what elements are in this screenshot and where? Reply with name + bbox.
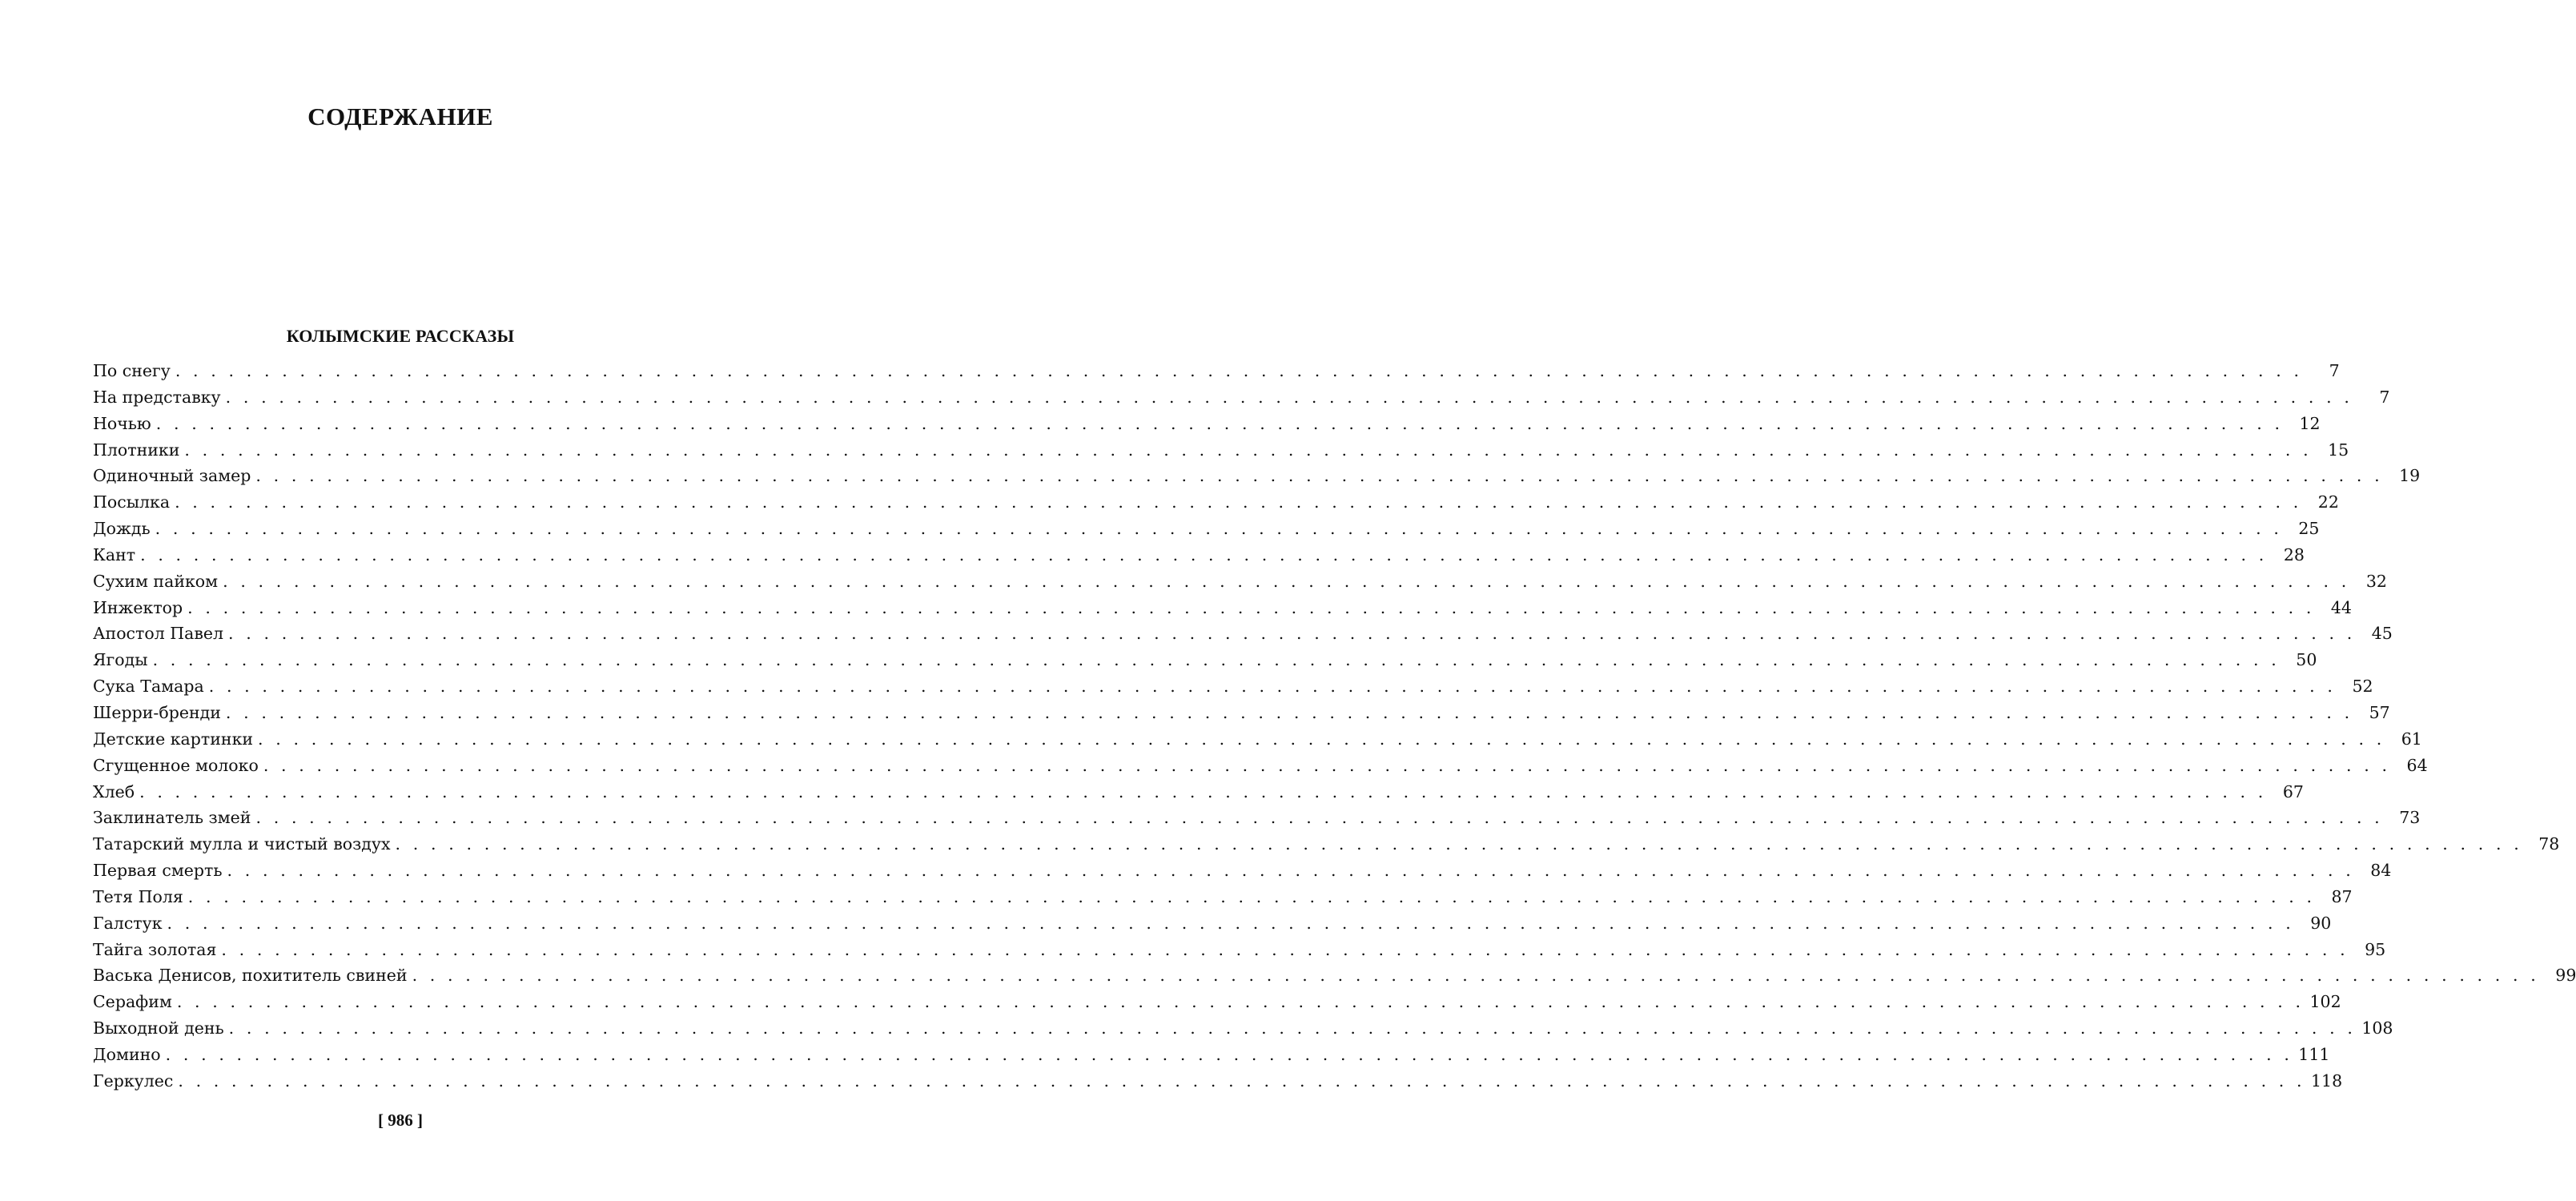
- toc-dot-leader: . . . . . . . . . . . . . . . . . . . . . . . . . . . . . . . . . . . . . . . . . . . . . . . . . . . . . . . . . . . . . . . . . . . . . . . . . . . . . . . . . . . . . . . . . . . . . . . . . . . . . . . . . . . . . . . . . . . . . . . .: [165, 1044, 2293, 1064]
- toc-dot-leader: . . . . . . . . . . . . . . . . . . . . . . . . . . . . . . . . . . . . . . . . . . . . . . . . . . . . . . . . . . . . . . . . . . . . . . . . . . . . . . . . . . . . . . . . . . . . . . . . . . . . . . . . . . . . . . . . . . . . . . . .: [227, 861, 2355, 881]
- toc-dot-leader: . . . . . . . . . . . . . . . . . . . . . . . . . . . . . . . . . . . . . . . . . . . . . . . . . . . . . . . . . . . . . . . . . . . . . . . . . . . . . . . . . . . . . . . . . . . . . . . . . . . . . . . . . . . . . . . . . . . . . . . .: [184, 440, 2313, 460]
- toc-entry-title: Инжектор: [93, 595, 187, 621]
- toc-entry-page: 19: [2399, 466, 2421, 486]
- toc-entry-page: 50: [2296, 650, 2317, 670]
- toc-entry: [93, 411, 2321, 437]
- toc-dot-leader: . . . . . . . . . . . . . . . . . . . . . . . . . . . . . . . . . . . . . . . . . . . . . . . . . . . . . . . . . . . . . . . . . . . . . . . . . . . . . . . . . . . . . . . . . . . . . . . . . . . . . . . . . . . . . . . . . . . . . . . .: [139, 781, 2267, 801]
- toc-entry: [93, 595, 2352, 621]
- toc-entry-title: Сгущенное молоко: [93, 753, 263, 779]
- toc-entry-page: 99: [2555, 966, 2576, 986]
- toc-entry-title: Плотники: [93, 437, 184, 464]
- toc-entry-title: Дождь: [93, 516, 155, 542]
- toc-entry: [93, 753, 2428, 779]
- toc-dot-leader: . . . . . . . . . . . . . . . . . . . . . . . . . . . . . . . . . . . . . . . . . . . . . . . . . . . . . . . . . . . . . . . . . . . . . . . . . . . . . . . . . . . . . . . . . . . . . . . . . . . . . . . . . . . . . . . . . . . . . . . .: [412, 966, 2540, 986]
- toc-entry-title: Посылка: [93, 489, 175, 516]
- section-title: КОЛЫМСКИЕ РАССКАЗЫ: [286, 326, 515, 346]
- toc-entry-title: Хлеб: [93, 779, 139, 805]
- toc-dot-leader: . . . . . . . . . . . . . . . . . . . . . . . . . . . . . . . . . . . . . . . . . . . . . . . . . . . . . . . . . . . . . . . . . . . . . . . . . . . . . . . . . . . . . . . . . . . . . . . . . . . . . . . . . . . . . . . . . . . . . . . .: [255, 808, 2384, 828]
- toc-entry: [93, 358, 2340, 384]
- toc-entry: [93, 516, 2320, 542]
- toc-entry: [93, 489, 2339, 516]
- toc-entry-title: Серафим: [93, 989, 177, 1015]
- toc-dot-leader: . . . . . . . . . . . . . . . . . . . . . . . . . . . . . . . . . . . . . . . . . . . . . . . . . . . . . . . . . . . . . . . . . . . . . . . . . . . . . . . . . . . . . . . . . . . . . . . . . . . . . . . . . . . . . . . . . . . . . . . .: [140, 544, 2268, 564]
- toc-entry: [93, 962, 2576, 989]
- toc-entry-page: 95: [2365, 939, 2386, 959]
- toc-entry-page: 111: [2298, 1044, 2330, 1064]
- toc-dot-leader: . . . . . . . . . . . . . . . . . . . . . . . . . . . . . . . . . . . . . . . . . . . . . . . . . . . . . . . . . . . . . . . . . . . . . . . . . . . . . . . . . . . . . . . . . . . . . . . . . . . . . . . . . . . . . . . . . . . . . . . .: [176, 992, 2305, 1012]
- toc-entry: [93, 437, 2349, 464]
- toc-entry-page: 67: [2282, 781, 2304, 801]
- toc-entry-title: Первая смерть: [93, 858, 227, 884]
- toc-entry-title: Ягоды: [93, 647, 153, 673]
- toc-entry: [93, 621, 2393, 647]
- toc-entry-title: Апостол Павел: [93, 621, 228, 647]
- toc-entry: [93, 884, 2353, 910]
- toc-dot-leader: . . . . . . . . . . . . . . . . . . . . . . . . . . . . . . . . . . . . . . . . . . . . . . . . . . . . . . . . . . . . . . . . . . . . . . . . . . . . . . . . . . . . . . . . . . . . . . . . . . . . . . . . . . . . . . . . . . . . . . . .: [225, 387, 2353, 407]
- toc-dot-leader: . . . . . . . . . . . . . . . . . . . . . . . . . . . . . . . . . . . . . . . . . . . . . . . . . . . . . . . . . . . . . . . . . . . . . . . . . . . . . . . . . . . . . . . . . . . . . . . . . . . . . . . . . . . . . . . . . . . . . . . .: [178, 1070, 2306, 1091]
- toc-entry-title: Татарский мулла и чистый воздух: [93, 831, 396, 858]
- toc-entry-page: 15: [2328, 440, 2349, 460]
- toc-dot-leader: . . . . . . . . . . . . . . . . . . . . . . . . . . . . . . . . . . . . . . . . . . . . . . . . . . . . . . . . . . . . . . . . . . . . . . . . . . . . . . . . . . . . . . . . . . . . . . . . . . . . . . . . . . . . . . . . . . . . . . . .: [228, 624, 2356, 644]
- toc-entry: [93, 647, 2317, 673]
- toc-entry: [93, 700, 2390, 726]
- toc-dot-leader: . . . . . . . . . . . . . . . . . . . . . . . . . . . . . . . . . . . . . . . . . . . . . . . . . . . . . . . . . . . . . . . . . . . . . . . . . . . . . . . . . . . . . . . . . . . . . . . . . . . . . . . . . . . . . . . . . . . . . . . .: [175, 492, 2302, 512]
- toc-entry-page: 61: [2401, 729, 2422, 749]
- toc-dot-leader: . . . . . . . . . . . . . . . . . . . . . . . . . . . . . . . . . . . . . . . . . . . . . . . . . . . . . . . . . . . . . . . . . . . . . . . . . . . . . . . . . . . . . . . . . . . . . . . . . . . . . . . . . . . . . . . . . . . . . . . .: [187, 597, 2315, 617]
- toc-entry: [93, 542, 2305, 568]
- toc-entry-page: 7: [2379, 387, 2390, 407]
- toc-dot-leader: . . . . . . . . . . . . . . . . . . . . . . . . . . . . . . . . . . . . . . . . . . . . . . . . . . . . . . . . . . . . . . . . . . . . . . . . . . . . . . . . . . . . . . . . . . . . . . . . . . . . . . . . . . . . . . . . . . . . . . . .: [155, 519, 2283, 539]
- toc-dot-leader: . . . . . . . . . . . . . . . . . . . . . . . . . . . . . . . . . . . . . . . . . . . . . . . . . . . . . . . . . . . . . . . . . . . . . . . . . . . . . . . . . . . . . . . . . . . . . . . . . . . . . . . . . . . . . . . . . . . . . . . .: [152, 650, 2281, 670]
- toc-entry-title: По снегу: [93, 358, 175, 384]
- toc-dot-leader: . . . . . . . . . . . . . . . . . . . . . . . . . . . . . . . . . . . . . . . . . . . . . . . . . . . . . . . . . . . . . . . . . . . . . . . . . . . . . . . . . . . . . . . . . . . . . . . . . . . . . . . . . . . . . . . . . . . . . . . .: [228, 1018, 2357, 1038]
- toc-entry-page: 45: [2371, 624, 2393, 644]
- toc-entry: [93, 384, 2390, 411]
- toc-entry-page: 32: [2365, 571, 2387, 591]
- toc-dot-leader: . . . . . . . . . . . . . . . . . . . . . . . . . . . . . . . . . . . . . . . . . . . . . . . . . . . . . . . . . . . . . . . . . . . . . . . . . . . . . . . . . . . . . . . . . . . . . . . . . . . . . . . . . . . . . . . . . . . . . . . .: [187, 886, 2316, 906]
- toc-entry-title: Сука Тамара: [93, 673, 209, 700]
- toc-entry-page: 84: [2370, 861, 2392, 881]
- toc-entry: [93, 910, 2332, 937]
- toc-dot-leader: . . . . . . . . . . . . . . . . . . . . . . . . . . . . . . . . . . . . . . . . . . . . . . . . . . . . . . . . . . . . . . . . . . . . . . . . . . . . . . . . . . . . . . . . . . . . . . . . . . . . . . . . . . . . . . . . . . . . . . . .: [155, 413, 2284, 433]
- toc-dot-leader: . . . . . . . . . . . . . . . . . . . . . . . . . . . . . . . . . . . . . . . . . . . . . . . . . . . . . . . . . . . . . . . . . . . . . . . . . . . . . . . . . . . . . . . . . . . . . . . . . . . . . . . . . . . . . . . . . . . . . . . .: [395, 834, 2523, 854]
- toc-dot-leader: . . . . . . . . . . . . . . . . . . . . . . . . . . . . . . . . . . . . . . . . . . . . . . . . . . . . . . . . . . . . . . . . . . . . . . . . . . . . . . . . . . . . . . . . . . . . . . . . . . . . . . . . . . . . . . . . . . . . . . . .: [175, 361, 2303, 380]
- toc-entry: [93, 568, 2387, 595]
- table-of-contents: [93, 358, 2576, 1095]
- toc-entry-title: Галстук: [93, 910, 167, 937]
- toc-entry-title: Сухим пайком: [93, 568, 223, 595]
- toc-entry-page: 108: [2361, 1018, 2393, 1038]
- page-number: [ 986 ]: [378, 1111, 423, 1130]
- toc-entry-title: Детские картинки: [93, 726, 258, 753]
- page-title: СОДЕРЖАНИЕ: [307, 102, 493, 131]
- toc-entry-page: 90: [2310, 913, 2332, 933]
- toc-entry-title: Тетя Поля: [93, 884, 188, 910]
- toc-entry: [93, 1015, 2393, 1042]
- toc-entry: [93, 1068, 2343, 1095]
- toc-entry-page: 22: [2317, 492, 2339, 512]
- toc-entry: [93, 463, 2421, 489]
- toc-entry-title: Ночью: [93, 411, 156, 437]
- toc-dot-leader: . . . . . . . . . . . . . . . . . . . . . . . . . . . . . . . . . . . . . . . . . . . . . . . . . . . . . . . . . . . . . . . . . . . . . . . . . . . . . . . . . . . . . . . . . . . . . . . . . . . . . . . . . . . . . . . . . . . . . . . .: [167, 913, 2295, 933]
- toc-entry-page: 7: [2329, 361, 2340, 380]
- toc-entry-page: 12: [2299, 413, 2321, 433]
- toc-entry-title: Выходной день: [93, 1015, 229, 1042]
- toc-entry-title: Домино: [93, 1042, 166, 1068]
- toc-entry-title: Одиночный замер: [93, 463, 255, 489]
- toc-entry-title: Заклинатель змей: [93, 805, 255, 831]
- toc-entry-page: 102: [2309, 992, 2341, 1012]
- toc-entry: [93, 858, 2392, 884]
- toc-entry: [93, 726, 2422, 753]
- toc-dot-leader: . . . . . . . . . . . . . . . . . . . . . . . . . . . . . . . . . . . . . . . . . . . . . . . . . . . . . . . . . . . . . . . . . . . . . . . . . . . . . . . . . . . . . . . . . . . . . . . . . . . . . . . . . . . . . . . . . . . . . . . .: [258, 729, 2385, 749]
- toc-entry: [93, 779, 2304, 805]
- toc-entry: [93, 805, 2421, 831]
- toc-entry-title: Тайга золотая: [93, 937, 221, 963]
- toc-dot-leader: . . . . . . . . . . . . . . . . . . . . . . . . . . . . . . . . . . . . . . . . . . . . . . . . . . . . . . . . . . . . . . . . . . . . . . . . . . . . . . . . . . . . . . . . . . . . . . . . . . . . . . . . . . . . . . . . . . . . . . . .: [225, 702, 2353, 722]
- toc-entry: [93, 673, 2373, 700]
- toc-dot-leader: . . . . . . . . . . . . . . . . . . . . . . . . . . . . . . . . . . . . . . . . . . . . . . . . . . . . . . . . . . . . . . . . . . . . . . . . . . . . . . . . . . . . . . . . . . . . . . . . . . . . . . . . . . . . . . . . . . . . . . . .: [263, 755, 2391, 775]
- toc-entry-page: 57: [2369, 702, 2390, 722]
- toc-entry: [93, 831, 2560, 858]
- toc-entry-page: 25: [2298, 519, 2320, 539]
- toc-entry-title: Кант: [93, 542, 140, 568]
- toc-dot-leader: . . . . . . . . . . . . . . . . . . . . . . . . . . . . . . . . . . . . . . . . . . . . . . . . . . . . . . . . . . . . . . . . . . . . . . . . . . . . . . . . . . . . . . . . . . . . . . . . . . . . . . . . . . . . . . . . . . . . . . . .: [221, 939, 2349, 959]
- toc-dot-leader: . . . . . . . . . . . . . . . . . . . . . . . . . . . . . . . . . . . . . . . . . . . . . . . . . . . . . . . . . . . . . . . . . . . . . . . . . . . . . . . . . . . . . . . . . . . . . . . . . . . . . . . . . . . . . . . . . . . . . . . .: [208, 677, 2337, 697]
- toc-entry-page: 78: [2538, 834, 2560, 854]
- toc-entry-page: 28: [2283, 544, 2305, 564]
- toc-entry: [93, 989, 2341, 1015]
- toc-entry-page: 118: [2311, 1070, 2343, 1091]
- toc-entry-page: 73: [2399, 808, 2421, 828]
- toc-entry-page: 52: [2352, 677, 2373, 697]
- toc-dot-leader: . . . . . . . . . . . . . . . . . . . . . . . . . . . . . . . . . . . . . . . . . . . . . . . . . . . . . . . . . . . . . . . . . . . . . . . . . . . . . . . . . . . . . . . . . . . . . . . . . . . . . . . . . . . . . . . . . . . . . . . .: [255, 466, 2384, 486]
- toc-entry: [93, 1042, 2330, 1068]
- toc-entry-title: На представку: [93, 384, 226, 411]
- toc-dot-leader: . . . . . . . . . . . . . . . . . . . . . . . . . . . . . . . . . . . . . . . . . . . . . . . . . . . . . . . . . . . . . . . . . . . . . . . . . . . . . . . . . . . . . . . . . . . . . . . . . . . . . . . . . . . . . . . . . . . . . . . .: [223, 571, 2350, 591]
- toc-entry-title: Шерри-бренди: [93, 700, 226, 726]
- toc-entry-title: Васька Денисов, похититель свиней: [93, 962, 412, 989]
- toc-entry-page: 64: [2406, 755, 2428, 775]
- toc-entry-page: 87: [2331, 886, 2353, 906]
- toc-entry-page: 44: [2330, 597, 2352, 617]
- toc-entry-title: Геркулес: [93, 1068, 178, 1095]
- toc-entry: [93, 937, 2386, 963]
